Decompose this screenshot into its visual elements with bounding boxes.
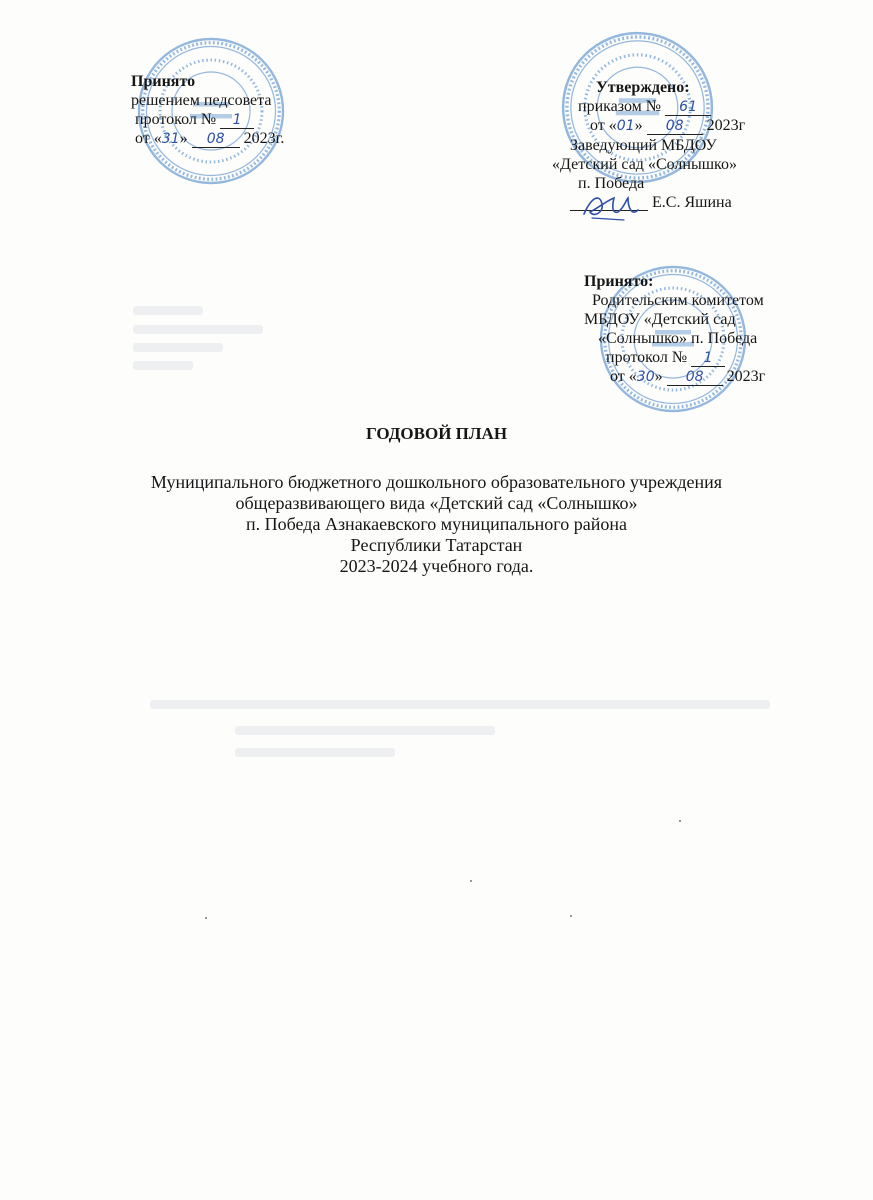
parents-line-1: Родительским комитетом: [592, 292, 764, 309]
right-date-day: 01: [616, 118, 635, 134]
parents-protocol-number: 1: [691, 351, 725, 367]
right-date-year: 2023г: [706, 117, 746, 134]
left-line-council: решением педсовета: [131, 92, 272, 109]
scan-speck: [570, 915, 572, 917]
parents-date-day: 30: [636, 369, 655, 385]
scan-speck: [679, 820, 681, 822]
parents-protocol-line: [584, 348, 765, 367]
bleed-through-mark: [150, 700, 770, 709]
right-date-month: 08: [647, 119, 703, 135]
institution-subtitle: [0, 472, 873, 577]
parents-committee-approval: [584, 272, 765, 387]
left-date-prefix: от «: [135, 130, 162, 147]
left-date-year: 2023г.: [243, 130, 285, 147]
parents-heading: Принято:: [584, 273, 654, 290]
subtitle-line-1: Муниципального бюджетного дошкольного образовательного учреждения: [150, 472, 723, 492]
bleed-through-mark: [133, 306, 203, 315]
left-heading: Принято: [131, 73, 196, 90]
left-protocol-label: протокол №: [135, 111, 217, 128]
parents-date-year: 2023г: [726, 368, 766, 385]
left-protocol-line: [131, 110, 284, 129]
parents-protocol-label: протокол №: [606, 349, 688, 366]
scan-speck: [470, 880, 472, 882]
right-heading: Утверждено:: [596, 79, 690, 96]
subtitle-line-4: Республики Татарстан: [350, 535, 523, 555]
bleed-through-mark: [133, 343, 223, 352]
right-date-prefix: от «: [590, 117, 617, 134]
left-date-month: 08: [192, 132, 240, 148]
right-order-label: приказом №: [578, 98, 662, 115]
right-order-line: [552, 97, 745, 116]
subtitle-line-2: общеразвивающего вида «Детский сад «Солнышко»: [235, 493, 638, 513]
right-order-number: 61: [665, 100, 711, 116]
handwritten-signature: [578, 190, 648, 224]
right-date-line: [552, 116, 745, 136]
bleed-through-mark: [235, 748, 395, 757]
parents-line-2: МБДОУ «Детский сад: [584, 311, 736, 328]
left-date-line: [131, 129, 284, 149]
pedagogical-council-approval: [131, 72, 284, 149]
bleed-through-mark: [133, 361, 193, 370]
right-date-quote: »: [634, 117, 643, 134]
bleed-through-mark: [133, 325, 263, 334]
parents-date-line: [584, 367, 765, 387]
parents-date-month: 08: [667, 370, 723, 386]
bleed-through-mark: [235, 726, 495, 735]
left-date-quote: »: [179, 130, 188, 147]
right-position-3: п. Победа: [578, 175, 645, 192]
parents-line-3: «Солнышко» п. Победа: [598, 330, 758, 347]
subtitle-line-3: п. Победа Азнакаевского муниципального района: [246, 514, 627, 534]
parents-date-quote: »: [654, 368, 663, 385]
right-position-2: «Детский сад «Солнышко»: [552, 156, 737, 173]
left-protocol-number: 1: [220, 113, 254, 129]
scan-speck: [205, 917, 207, 919]
left-date-day: 31: [161, 131, 180, 147]
subtitle-line-5: 2023-2024 учебного года.: [339, 556, 534, 576]
document-title: ГОДОВОЙ ПЛАН: [365, 424, 508, 443]
right-position-1: Заведующий МБДОУ: [570, 137, 717, 154]
parents-date-prefix: от «: [610, 368, 637, 385]
right-signer-name: Е.С. Яшина: [652, 194, 732, 211]
